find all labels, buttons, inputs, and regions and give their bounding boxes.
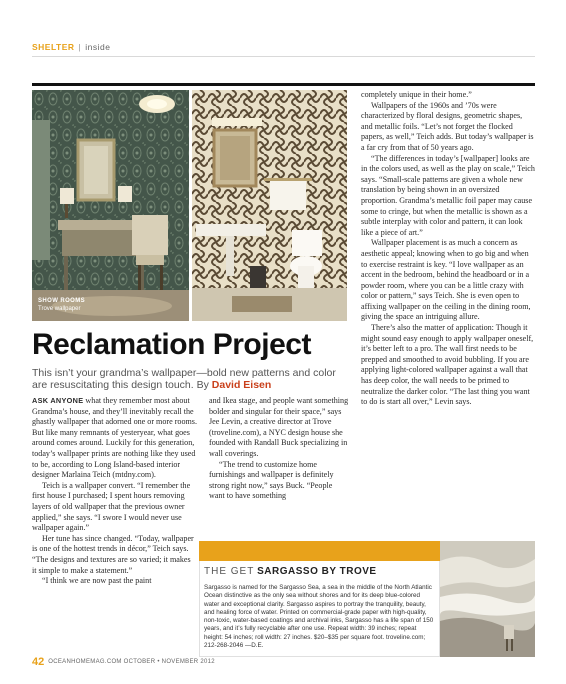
header-rule	[32, 56, 535, 57]
photo-caption-title: SHOW ROOMS	[38, 298, 85, 304]
article-dek-text: This isn’t your grandma’s wallpaper—bold new patterns and color are resuscitating this design touch. By	[32, 367, 336, 391]
the-get-text: Sargasso is named for the Sargasso Sea, a sea in the middle of the North Atlantic Ocean distinctive as the only sea without shores and for its deep blue-colored water and exceptional clarity. Sargasso aspires to portray the tranquility, beauty, and healing force of water. Printed on commercial-grade paper with high-quality, non-toxic, water-based coatings and archival inks, Sargasso has a life span of 150 years, and it’s fully recyclable after one use. Repeat width: 39 inches; repeat height: 54 inches; roll width: 27 inches. $20–$35 per square foot. troveline.com; 212-268-2046 —D.E.	[204, 584, 434, 650]
body-paragraph: There’s also the matter of application: Though it might sound easy enough to apply wallpaper oneself, it’s better left to a pro. The wall first needs to be prepped and smoothed to avoid bubbling. If you are applying light-colored wallpaper against a wall that has deep color, the wall needs to be primed to neutralize the darker color. “The last thing you want to do is start all over,” Levin says.	[361, 323, 534, 407]
black-rule	[32, 83, 535, 86]
sargasso-wallpaper-photo	[440, 541, 535, 657]
article-title: Reclamation Project	[32, 328, 311, 361]
photo-caption	[38, 297, 85, 313]
body-paragraph: Teich is a wallpaper convert. “I remember the first house I purchased; I spent hours removing layers of old wallpaper that the previous owner applied,” she says. “I swore I would never use wallpaper again.”	[32, 480, 191, 533]
show-room-illustration	[32, 90, 189, 321]
body-paragraph: Her tune has since changed. “Today, wallpaper is one of the hottest trends in décor,” Teich says. “The designs and textures are so varied; it makes it simple to make a statement.”	[32, 533, 194, 575]
page-number: 42	[32, 656, 45, 668]
photo-bathroom	[192, 90, 347, 321]
body-paragraph: ASK ANYONE what they remember most about Grandma’s house, and they’ll inevitably recall the ghastly wallpaper that adorned one or more rooms. But like many remnants of yesteryear, what goes around comes around. Luckily for this generation, today’s wallpaper prints are nothing like they used to be, according to Long Island-based interior designer Marlaina Teich (mtdny.com).	[32, 396, 197, 480]
body-paragraph: “The trend to customize home furnishings and wallpaper is definitely strong right now,” says Buck. “People want to have something	[209, 459, 334, 501]
article-dek	[32, 367, 342, 391]
sargasso-illustration	[440, 541, 535, 657]
body-paragraph: completely unique in their home.”	[361, 90, 472, 99]
body-column-3	[361, 90, 535, 408]
section-header	[32, 42, 110, 52]
photo-show-room	[32, 90, 189, 321]
footer-text: OCEANHOMEMAG.COM OCTOBER • NOVEMBER 2012	[48, 659, 215, 665]
article-author: David Eisen	[211, 379, 272, 391]
subsection-name: inside	[85, 42, 111, 52]
lead-in: ASK ANYONE	[32, 396, 84, 405]
body-paragraph: “The differences in today’s [wallpaper] looks are in the colors used, as well as the play on scale,” Teich says. “Small-scale patterns are given a whole new translation by being shown in an oversized proportion. Grandma’s metallic foil paper may cause some to cringe, but when the metallic is shown as a subtle interplay with color and pattern, it can look like a piece of art.”	[361, 153, 535, 237]
section-name: SHELTER	[32, 42, 75, 52]
body-column-2	[209, 396, 349, 502]
body-paragraph: and Ikea stage, and people want something bolder and singular for their space,” says Jee Levin, a creative director at Trove (troveline.com), a NYC design house she founded with Randall Buck specializing in wall coverings.	[209, 396, 349, 458]
body-paragraph: “I think we are now past the paint	[42, 576, 152, 586]
body-paragraph: Wallpaper placement is as much a concern as aesthetic appeal; knowing when to go big and when to exercise restraint is key. “I love wallpaper as an accent in the bedroom, behind the headboard or in a powder room, where you can be a little crazy with color or pattern,” says Teich. She is even open to affixing wallpaper on the ceiling in the dining room, giving the space an intriguing allure.	[361, 238, 531, 322]
section-separator: |	[78, 42, 82, 52]
bathroom-illustration	[192, 90, 347, 321]
the-get-product: SARGASSO BY TROVE	[257, 566, 377, 577]
page-footer	[32, 656, 215, 668]
body-paragraph: Wallpapers of the 1960s and ’70s were characterized by floral designs, geometric shapes, and metallic foils. “Let’s not forget the flocked papers, as well,” Teich adds. But today’s wallpaper is a far cry from that of 50 years ago.	[361, 100, 534, 152]
body-column-1	[32, 396, 197, 587]
the-get-accent-bar	[199, 541, 440, 561]
photo-caption-text: Trove wallpaper	[38, 306, 81, 312]
the-get-title	[204, 566, 377, 577]
the-get-label: THE GET	[204, 566, 255, 577]
